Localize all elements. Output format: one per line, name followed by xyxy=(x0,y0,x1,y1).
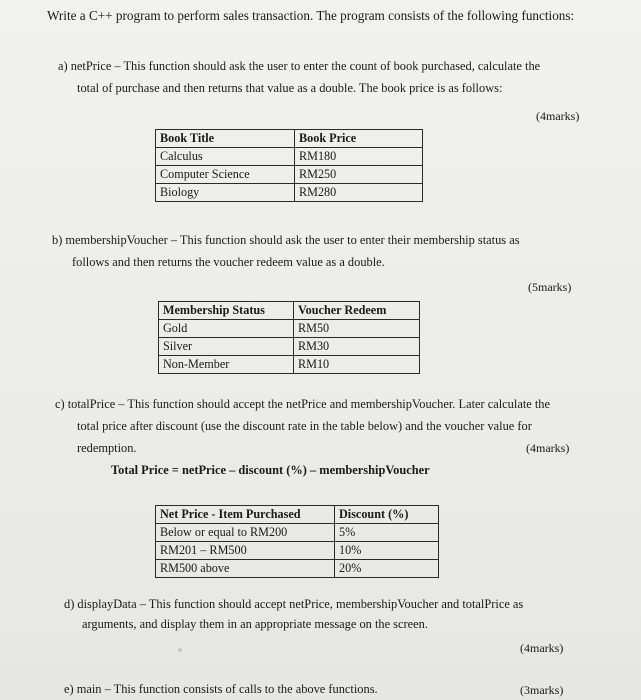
part-e-marks: (3marks) xyxy=(520,683,564,697)
table-cell: 10% xyxy=(335,542,439,560)
table-cell: Computer Science xyxy=(156,166,295,184)
table-row xyxy=(156,166,423,184)
table-cell: RM201 – RM500 xyxy=(156,542,335,560)
table-header-row xyxy=(156,130,423,148)
table-header-cell: Voucher Redeem xyxy=(294,302,420,320)
table-cell: RM30 xyxy=(294,338,420,356)
table-row xyxy=(156,524,439,542)
part-b-marks: (5marks) xyxy=(528,280,572,294)
table-row xyxy=(156,542,439,560)
part-d-line-1: d) displayData – This function should accept netPrice, membershipVoucher and totalPrice as xyxy=(64,597,524,611)
part-d-line-2: arguments, and display them in an appropriate message on the screen. xyxy=(82,617,428,631)
table-cell: 5% xyxy=(335,524,439,542)
table-cell: Non-Member xyxy=(159,356,294,374)
table-cell: RM250 xyxy=(295,166,423,184)
table-header-cell: Discount (%) xyxy=(335,506,439,524)
table-cell: RM500 above xyxy=(156,560,335,578)
part-c-line-1: c) totalPrice – This function should accept the netPrice and membershipVoucher. Later calculate the xyxy=(55,397,550,411)
part-c-line-2: total price after discount (use the discount rate in the table below) and the voucher value for xyxy=(77,419,532,433)
part-a-marks: (4marks) xyxy=(536,109,580,123)
table-cell: RM50 xyxy=(294,320,420,338)
book-price-table xyxy=(155,129,423,202)
table-header-cell: Book Title xyxy=(156,130,295,148)
table-header-row xyxy=(159,302,420,320)
table-cell: RM10 xyxy=(294,356,420,374)
table-row xyxy=(156,148,423,166)
table-row xyxy=(156,184,423,202)
table-header-cell: Book Price xyxy=(295,130,423,148)
part-d-marks: (4marks) xyxy=(520,641,564,655)
part-b-line-2: follows and then returns the voucher redeem value as a double. xyxy=(72,255,385,269)
part-e-line-1: e) main – This function consists of calls to the above functions. xyxy=(64,682,378,696)
table-cell: 20% xyxy=(335,560,439,578)
table-row xyxy=(159,320,420,338)
table-header-cell: Membership Status xyxy=(159,302,294,320)
table-cell: RM280 xyxy=(295,184,423,202)
part-b-line-1: b) membershipVoucher – This function should ask the user to enter their membership status as xyxy=(52,233,520,247)
table-cell: Biology xyxy=(156,184,295,202)
table-row xyxy=(159,356,420,374)
table-header-row xyxy=(156,506,439,524)
total-price-formula: Total Price = netPrice – discount (%) – membershipVoucher xyxy=(111,463,430,477)
table-row xyxy=(156,560,439,578)
discount-rate-table xyxy=(155,505,439,578)
paper-speck xyxy=(178,648,182,652)
part-a-line-1: a) netPrice – This function should ask the user to enter the count of book purchased, calculate the xyxy=(58,59,541,73)
table-cell: Silver xyxy=(159,338,294,356)
table-cell: Below or equal to RM200 xyxy=(156,524,335,542)
part-c-line-3: redemption. xyxy=(77,441,137,455)
table-row xyxy=(159,338,420,356)
table-cell: RM180 xyxy=(295,148,423,166)
table-cell: Gold xyxy=(159,320,294,338)
part-a-line-2: total of purchase and then returns that value as a double. The book price is as follows: xyxy=(77,81,503,95)
part-c-marks: (4marks) xyxy=(526,441,570,455)
question-intro: Write a C++ program to perform sales transaction. The program consists of the following functions: xyxy=(47,8,575,23)
table-cell: Calculus xyxy=(156,148,295,166)
membership-voucher-table xyxy=(158,301,420,374)
table-header-cell: Net Price - Item Purchased xyxy=(156,506,335,524)
